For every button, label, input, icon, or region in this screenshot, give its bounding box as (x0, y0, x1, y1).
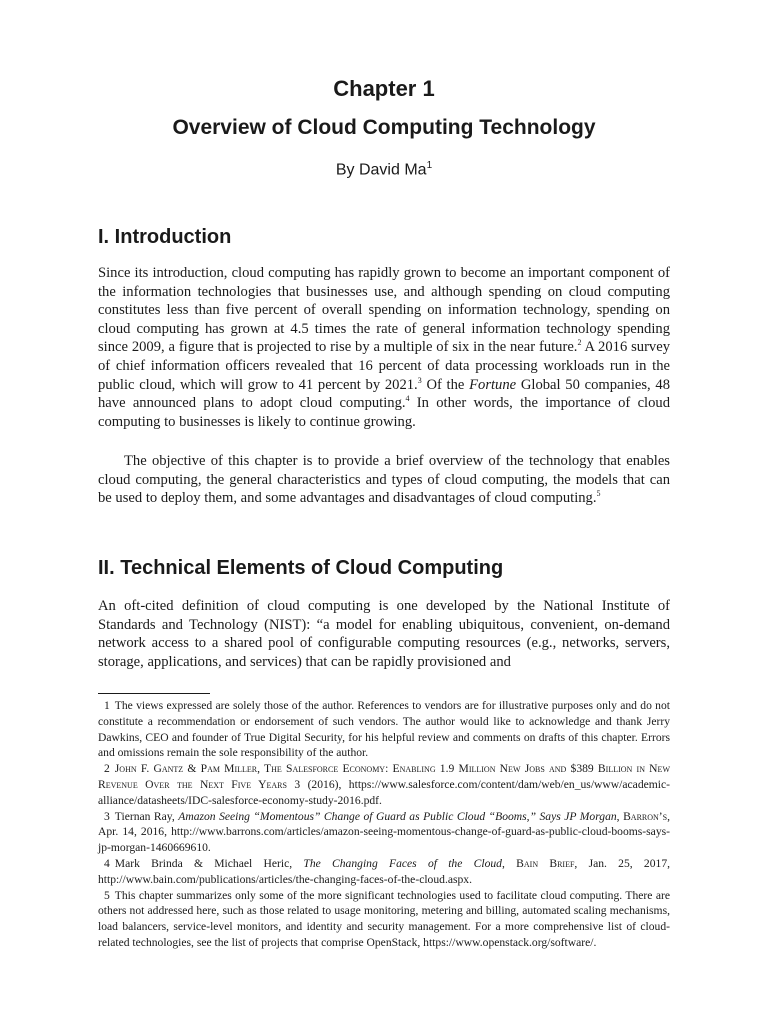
section-heading-introduction: I. Introduction (98, 226, 232, 248)
footnote-ref: 1 (426, 160, 433, 171)
italic-text: Fortune (469, 376, 517, 393)
footnote-text: , Apr. 14, 2016, http://www.barrons.com/articles/amazon-seeing-momentous-change-of-guard-as-public-cloud-booms-says-jp-morgan-1460669610. (98, 809, 671, 855)
byline (0, 160, 768, 179)
footnote-text: , (616, 809, 624, 823)
footnote-ref: 4 (405, 394, 410, 404)
footnote-number: 4 (104, 856, 110, 870)
publication-name: Bain Brief (516, 856, 575, 870)
footnote-number: 3 (104, 809, 110, 823)
footnote-5 (98, 888, 670, 951)
footnote-divider (98, 693, 210, 694)
technical-paragraph-1: An oft-cited definition of cloud computing is one developed by the National Institute of Standards and Technology (NIST): “a model for enabling ubiquitous, convenient, on-demand network access to a shared pool of configurable computing resources (e.g., networks, servers, storage, applications, and services) that can be rapidly provisioned and (98, 598, 670, 670)
footnote-ref: 5 (596, 489, 601, 499)
intro-paragraph-2 (98, 452, 670, 508)
footnote-text: Mark Brinda & Michael Heric, (114, 856, 304, 870)
author-name: By David Ma (335, 161, 427, 179)
footnote-3 (98, 809, 670, 856)
article-title: The Changing Faces of the Cloud (303, 856, 502, 870)
footnotes (98, 698, 670, 951)
text-run: In other words, the importance of cloud computing to businesses is likely to continue growing. (98, 395, 670, 430)
chapter-title: Overview of Cloud Computing Technology (172, 116, 596, 139)
publication-name: Barron’s (623, 809, 668, 823)
text-run: A 2016 survey of chief information officers revealed that 16 percent of data processing workloads run in the public cloud, which will grow to 41 percent by 2021. (98, 339, 670, 393)
footnote-text: 3 (2016), https://www.salesforce.com/content/dam/web/en_us/www/academic-alliance/datasheets/IDC-salesforce-economy-study-2016.pdf. (98, 777, 671, 807)
text-run: Since its introduction, cloud computing has rapidly grown to become an important component of the information technologies that businesses use, and although spending on cloud computing constitutes less than five percent of overall spending on information technology, spending on cloud computing has grown at 4.5 times the rate of general information technology spending since 2009, a figure that is projected to rise by a multiple of six in the near future. (98, 265, 670, 356)
citation-title: John F. Gantz & Pam Miller, The Salesforce Economy: Enabling 1.9 Million New Jobs and $389 Billion in New Revenue Over the Next Five Years (98, 762, 670, 791)
section-heading-technical-elements: II. Technical Elements of Cloud Computing (98, 557, 504, 579)
footnote-text: Tiernan Ray, (114, 809, 179, 823)
footnote-text: This chapter summarizes only some of the more significant technologies used to facilitate cloud computing. There are others not addressed here, such as those related to usage monitoring, metering and billing, automated scaling mechanisms, load balancers, service-level monitors, and identity and security management. For a more comprehensive list of cloud-related technologies, see the list of projects that comprise OpenStack, https://www.openstack.org/software/. (98, 888, 670, 949)
footnote-text: The views expressed are solely those of the author. References to vendors are for illustrative purposes only and do not constitute a recommendation or endorsement of such vendors. The author would like to acknowledge and thank Jerry Dawkins, CEO and founder of True Digital Security, for his helpful review and comments on drafts of this chapter. Errors and omissions remain the sole responsibility of the author. (98, 699, 670, 760)
footnote-text: , Jan. 25, 2017, http://www.bain.com/publications/articles/the-changing-faces-of-the-cloud.aspx. (98, 856, 671, 886)
text-run: The objective of this chapter is to provide a brief overview of the technology that enables cloud computing, the general characteristics and types of cloud computing, the models that can be used to deploy them, and some advantages and disadvantages of cloud computing. (98, 453, 670, 507)
footnote-ref: 2 (577, 338, 582, 348)
footnote-4 (98, 856, 670, 888)
text-run: Global 50 companies, 48 have announced plans to adopt cloud computing. (98, 376, 670, 412)
footnote-number: 2 (104, 762, 110, 776)
footnote-1 (98, 698, 670, 761)
footnote-ref: 3 (417, 375, 422, 385)
article-title: Amazon Seeing “Momentous” Change of Guard as Public Cloud “Booms,” Says JP Morgan (178, 809, 617, 823)
footnote-2 (98, 761, 670, 808)
text-run: Of the (421, 376, 470, 393)
footnote-number: 1 (104, 699, 110, 712)
intro-paragraph-1 (98, 264, 670, 431)
footnote-text: , (501, 856, 517, 870)
chapter-label: Chapter 1 (333, 76, 435, 101)
footnote-number: 5 (104, 888, 110, 902)
